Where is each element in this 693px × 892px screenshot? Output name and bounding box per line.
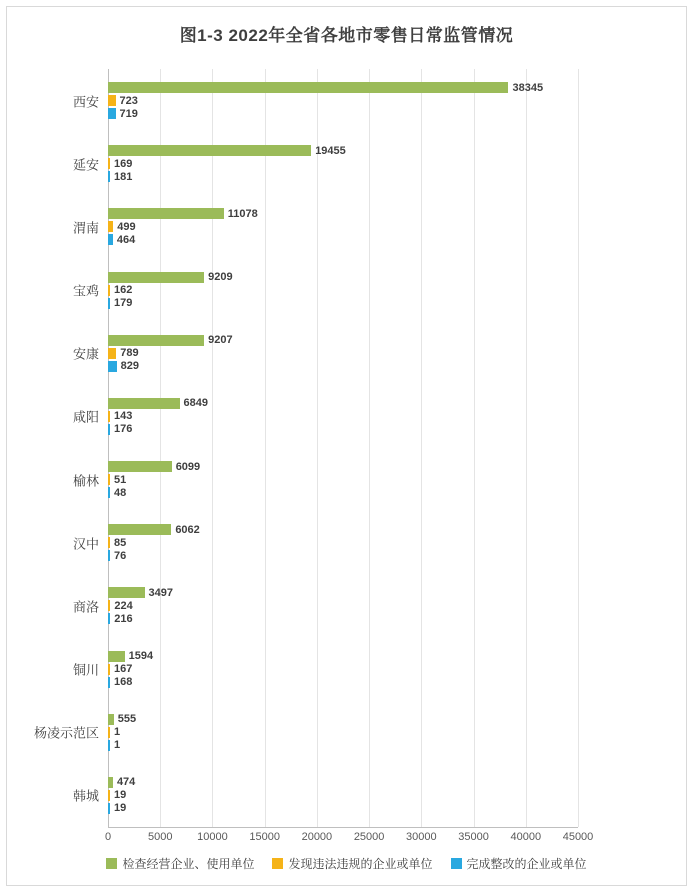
x-tick-label: 0: [104, 831, 112, 843]
bar-value-label: 9207: [208, 334, 233, 347]
x-tick-label: 25000: [353, 831, 385, 843]
bar-value-label: 19: [114, 802, 127, 815]
x-tick-label: 45000: [562, 831, 594, 843]
bar-value-label: 85: [114, 536, 127, 549]
bar-value-label: 474: [116, 776, 136, 789]
bar-value-label: 38345: [512, 81, 544, 94]
bar-value-label: 723: [119, 94, 138, 107]
bar-group: [72, 322, 578, 385]
bar-value-label: 216: [114, 612, 133, 625]
bar-value-label: 829: [120, 360, 140, 373]
bar: [108, 549, 127, 562]
legend-label: 发现违法违规的企业或单位: [288, 857, 433, 871]
bar: [108, 94, 138, 107]
x-tick-label: 30000: [406, 831, 437, 843]
bar-value-label: 555: [117, 713, 137, 726]
bar: [108, 347, 139, 360]
bar-group: [72, 448, 578, 511]
category-label: 安康: [72, 346, 99, 362]
x-axis-line: [108, 827, 578, 828]
category-label: 韩城: [72, 788, 99, 804]
bar-group: [72, 764, 578, 827]
bar: [108, 586, 173, 599]
bar-group: [33, 701, 578, 764]
bar: [108, 612, 133, 625]
x-tick-label: 35000: [458, 831, 489, 843]
bar-value-label: 143: [114, 410, 133, 423]
x-tick-label: 40000: [510, 831, 542, 843]
bar: [108, 650, 154, 663]
bar: [108, 473, 127, 486]
bar-group: [72, 638, 578, 701]
bar-value-label: 162: [114, 284, 133, 297]
bar-value-label: 499: [117, 220, 136, 233]
category-label: 西安: [72, 94, 99, 110]
x-tick-label: 20000: [301, 831, 333, 843]
bar-value-label: 719: [119, 107, 138, 120]
bar-group: [72, 195, 578, 258]
legend-swatch-icon: [272, 858, 283, 869]
bar: [108, 599, 133, 612]
gridline: [578, 69, 579, 827]
bar: [108, 360, 140, 373]
bar-value-label: 19: [114, 789, 127, 802]
bar: [108, 220, 136, 233]
category-label: 汉中: [72, 536, 99, 552]
bar: [108, 297, 133, 310]
bar: [108, 486, 127, 499]
bar: [108, 410, 133, 423]
bar: [108, 271, 233, 284]
bar-group: [72, 259, 578, 322]
category-label: 商洛: [72, 599, 99, 615]
bar-value-label: 789: [120, 347, 139, 360]
legend-item[interactable]: [451, 855, 587, 872]
bar: [108, 170, 133, 183]
bar: [108, 157, 133, 170]
bar-group: [72, 511, 578, 574]
bar-value-label: 1: [114, 739, 121, 752]
chart-title: 图1-3 2022年全省各地市零售日常监管情况: [179, 26, 514, 45]
bar-value-label: 6099: [175, 460, 201, 473]
bar-value-label: 168: [114, 676, 133, 689]
bar: [108, 207, 258, 220]
bar-value-label: 181: [114, 170, 133, 183]
bar: [108, 334, 233, 347]
bar: [108, 776, 136, 789]
x-tick-label: 5000: [147, 831, 173, 843]
x-tick-label: 10000: [197, 831, 228, 843]
legend-swatch-icon: [451, 858, 462, 869]
bar-value-label: 1594: [128, 650, 154, 663]
bar: [108, 523, 200, 536]
bar-group: [72, 69, 578, 132]
bar-value-label: 11078: [227, 207, 258, 220]
bar-value-label: 3497: [148, 586, 173, 599]
bar-value-label: 167: [114, 663, 133, 676]
category-label: 延安: [72, 157, 99, 173]
bar: [108, 107, 138, 120]
bar-group: [72, 574, 578, 637]
bar: [108, 81, 544, 94]
bar: [108, 536, 127, 549]
bar: [108, 726, 121, 739]
category-label: 铜川: [72, 662, 99, 678]
plot-area: [33, 69, 578, 827]
bar-value-label: 179: [114, 297, 133, 310]
bar-value-label: 51: [114, 473, 127, 486]
chart-legend: [7, 855, 686, 872]
bar: [108, 144, 346, 157]
category-label: 咸阳: [72, 409, 99, 425]
category-label: 榆林: [72, 473, 99, 489]
category-label: 渭南: [72, 220, 99, 236]
bar-value-label: 6849: [183, 397, 209, 410]
bar-value-label: 48: [114, 486, 127, 499]
bar-value-label: 76: [114, 549, 127, 562]
bar-value-label: 19455: [315, 144, 346, 157]
chart-container: [6, 6, 687, 886]
category-label: 宝鸡: [72, 283, 99, 299]
bar-group: [72, 385, 578, 448]
bar-value-label: 176: [114, 423, 133, 436]
bar: [108, 663, 133, 676]
bar: [108, 676, 133, 689]
bar: [108, 460, 201, 473]
bar-value-label: 9209: [208, 271, 233, 284]
bar-value-label: 464: [116, 233, 136, 246]
bar: [108, 713, 137, 726]
bar: [108, 397, 209, 410]
bar-value-label: 224: [114, 599, 133, 612]
bar-value-label: 6062: [175, 523, 200, 536]
category-label: 杨凌示范区: [33, 725, 99, 741]
legend-swatch-icon: [106, 858, 117, 869]
bar: [108, 423, 133, 436]
bar: [108, 233, 136, 246]
x-tick-label: 15000: [249, 831, 280, 843]
bar-value-label: 1: [114, 726, 121, 739]
bar: [108, 789, 127, 802]
bar: [108, 802, 127, 815]
legend-item[interactable]: [106, 855, 254, 872]
legend-label: 检查经营企业、使用单位: [122, 857, 255, 871]
legend-label: 完成整改的企业或单位: [466, 857, 587, 871]
bar-value-label: 169: [114, 157, 133, 170]
bar: [108, 284, 133, 297]
bar-group: [72, 132, 578, 195]
bar: [108, 739, 121, 752]
legend-item[interactable]: [272, 855, 432, 872]
